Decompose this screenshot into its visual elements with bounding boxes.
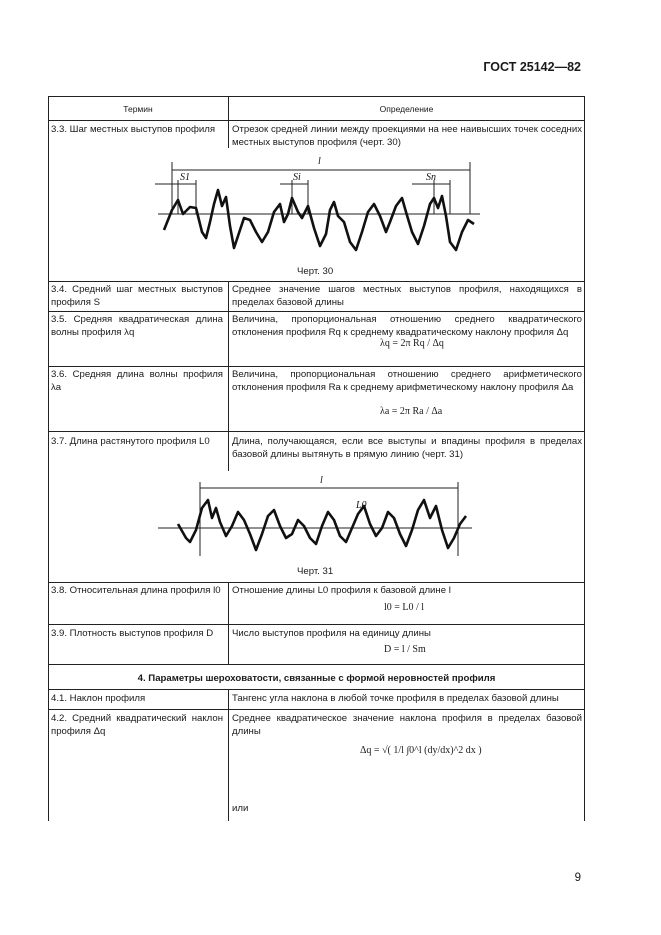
table-top-border [48, 96, 584, 97]
text-or: или [232, 803, 249, 814]
figure-30-caption: Черт. 30 [297, 266, 334, 277]
page-number: 9 [574, 872, 581, 884]
column-divider-3 [228, 582, 229, 664]
definition-3-7: Длина, получающаяся, если все выступы и впадины профиля в пределах базовой длины вытянуть в прямую линию (черт. 31) [232, 436, 582, 460]
definition-4-2: Среднее квадратическое значение наклона профиля в пределах базовой длины [232, 713, 582, 737]
row-border-41 [48, 709, 584, 710]
definition-3-5: Величина, пропорциональная отношению среднего квадратического отклонения профиля Rq к среднему квадратическому наклону профиля Δq [232, 314, 582, 338]
formula-D: D = l / Sm [384, 644, 426, 655]
table-left-border [48, 96, 49, 821]
formula-delta-q: Δq = √( 1/l ∫0^l (dy/dx)^2 dx ) [360, 745, 482, 756]
table-header-border [48, 120, 584, 121]
standard-number: ГОСТ 25142—82 [483, 60, 581, 74]
svg-text:Si: Si [293, 172, 301, 183]
row-border-30 [48, 281, 584, 282]
figure-30-profile [150, 152, 490, 264]
definition-3-9: Число выступов профиля на единицу длины [232, 628, 431, 639]
column-header-term: Термин [123, 104, 153, 114]
definition-3-3: Отрезок средней линии между проекциями на нее наивысших точек соседних местных выступов профиля (черт. 30) [232, 124, 582, 148]
row-border-31 [48, 582, 584, 583]
term-3-6: 3.6. Средняя длина волны профиля λa [51, 369, 223, 393]
table-right-border [584, 96, 585, 821]
svg-text:S1: S1 [180, 172, 190, 183]
definition-3-6: Величина, пропорциональная отношению среднего арифметического отклонения профиля Ra к среднему арифметическому наклону профиля Δa [232, 369, 582, 393]
row-border-38 [48, 624, 584, 625]
definition-4-1: Тангенс угла наклона в любой точке профиля в пределах базовой длины [232, 693, 559, 704]
svg-text:l: l [320, 475, 323, 486]
term-3-5: 3.5. Средняя квадратическая длина волны профиля λq [51, 314, 223, 338]
term-3-3: 3.3. Шаг местных выступов профиля [51, 124, 216, 135]
column-divider-2 [228, 281, 229, 471]
row-border-35 [48, 366, 584, 367]
svg-text:l: l [318, 156, 321, 167]
term-3-8: 3.8. Относительная длина профиля l0 [51, 585, 221, 596]
definition-3-8: Отношение длины L0 профиля к базовой длине l [232, 585, 451, 596]
figure-31-profile [150, 474, 480, 570]
svg-text:L0: L0 [356, 500, 367, 511]
row-border-36 [48, 431, 584, 432]
section-4-border [48, 689, 584, 690]
term-4-1: 4.1. Наклон профиля [51, 693, 146, 704]
figure-31-caption: Черт. 31 [297, 566, 334, 577]
row-border-39 [48, 664, 584, 665]
row-border-34 [48, 311, 584, 312]
formula-lambda-a: λa = 2π Ra / Δa [380, 406, 443, 417]
formula-l0: l0 = L0 / l [384, 602, 425, 613]
column-header-definition: Определение [379, 104, 434, 114]
formula-lambda-q: λq = 2π Rq / Δq [380, 338, 444, 349]
term-4-2: 4.2. Средний квадратический наклон профиля Δq [51, 713, 223, 737]
term-3-9: 3.9. Плотность выступов профиля D [51, 628, 214, 639]
section-4-title: 4. Параметры шероховатости, связанные с формой неровностей профиля [137, 673, 496, 684]
definition-3-4: Среднее значение шагов местных выступов профиля, находящихся в пределах базовой длины [232, 284, 582, 308]
term-3-7: 3.7. Длина растянутого профиля L0 [51, 436, 210, 447]
svg-text:Sn: Sn [426, 172, 436, 183]
term-3-4: 3.4. Средний шаг местных выступов профиля S [51, 284, 223, 308]
